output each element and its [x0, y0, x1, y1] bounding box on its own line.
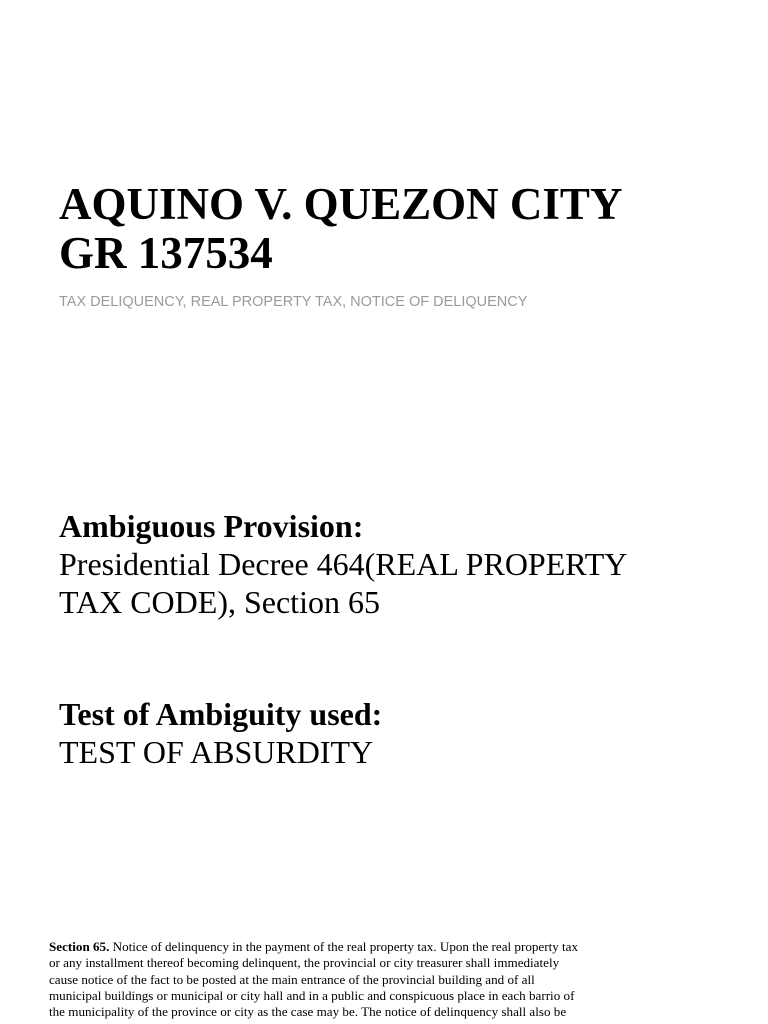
section-excerpt-line-3: cause notice of the fact to be posted at the main entrance of the provincial building and of all: [49, 971, 535, 987]
section-excerpt-line-5: the municipality of the province or city as the case may be. The notice of delinquency shall also be: [49, 1004, 567, 1020]
section-excerpt-line-1-text: Notice of delinquency in the payment of the real property tax. Upon the real property tax: [109, 939, 579, 954]
section-excerpt-line-4: municipal buildings or municipal or city hall and in a public and conspicuous place in each barrio of: [49, 987, 575, 1003]
page-subtitle-tags: TAX DELIQUENCY, REAL PROPERTY TAX, NOTICE OF DELIQUENCY: [59, 294, 528, 310]
title-case-number: GR 137534: [59, 228, 273, 278]
title-case-name: AQUINO V. QUEZON CITY: [59, 179, 623, 229]
section-excerpt-line-2: or any installment thereof becoming delinquent, the provincial or city treasurer shall immediately: [49, 955, 560, 971]
test-of-ambiguity-block: [59, 695, 739, 771]
page-title: [59, 180, 739, 278]
section-label: Section 65.: [49, 939, 110, 954]
section-excerpt-line-1: [49, 939, 721, 955]
ambiguous-provision-line-2: TAX CODE), Section 65: [59, 584, 380, 620]
ambiguous-provision-line-1: Presidential Decree 464(REAL PROPERTY: [59, 546, 628, 582]
test-of-ambiguity-value: TEST OF ABSURDITY: [59, 734, 374, 770]
ambiguous-provision-heading: Ambiguous Provision:: [59, 508, 364, 544]
section-65-excerpt: [49, 939, 721, 1020]
ambiguous-provision-block: [59, 507, 739, 621]
test-of-ambiguity-heading: Test of Ambiguity used:: [59, 696, 383, 732]
